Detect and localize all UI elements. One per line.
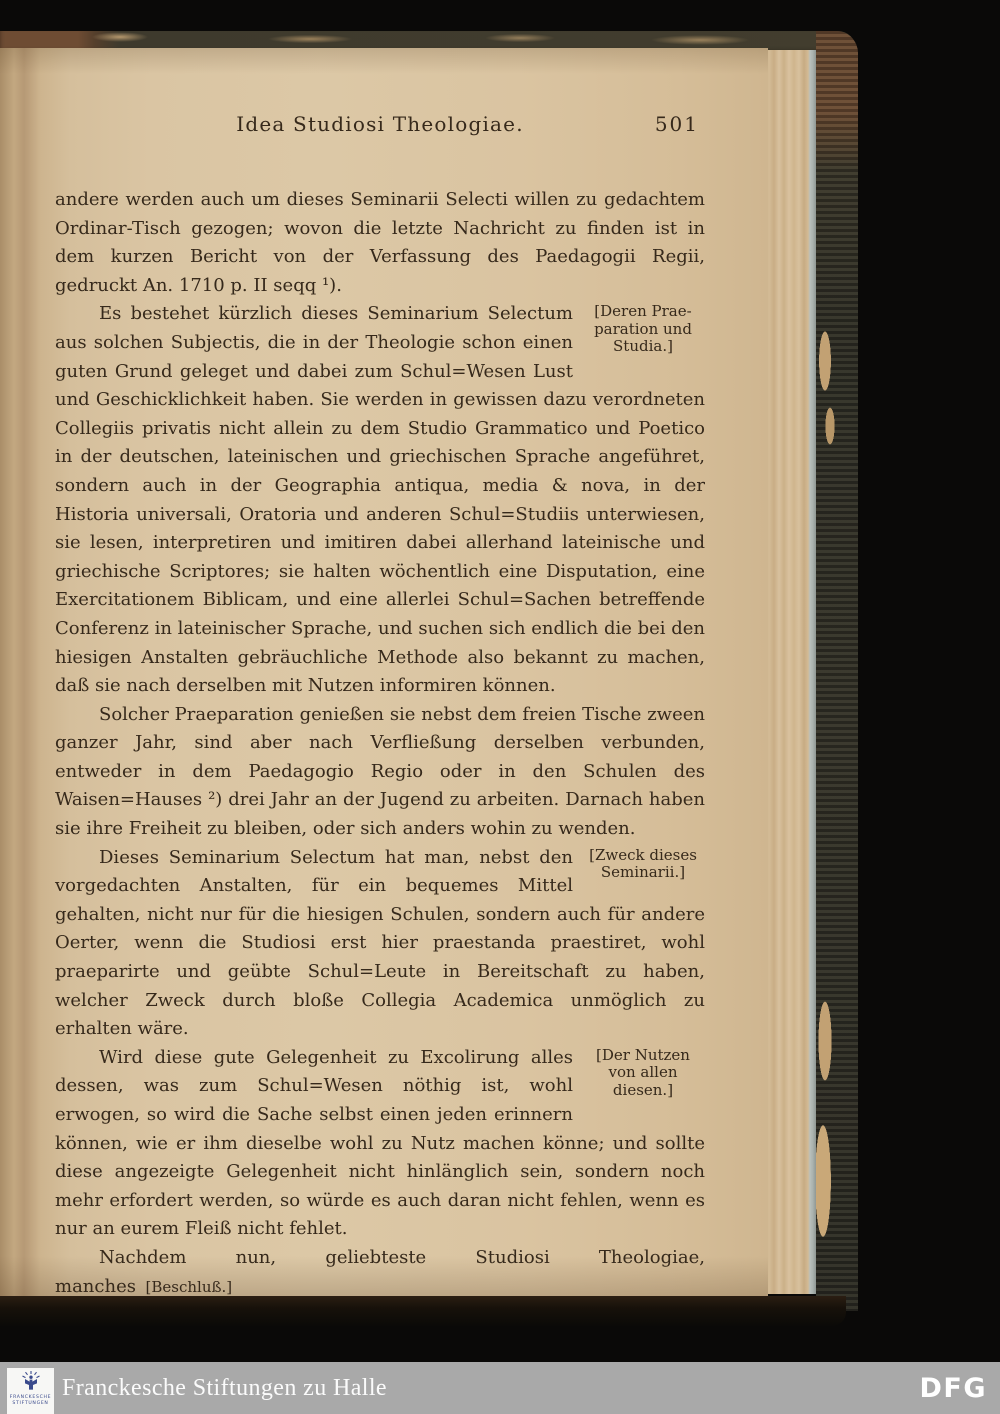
running-title: Idea Studiosi Theologiae. xyxy=(236,112,524,136)
book-bottom-edge xyxy=(0,1296,846,1326)
margin-note: [Zweck dieses Seminarii.] xyxy=(589,845,697,882)
book-cover-right-edge xyxy=(816,31,858,1311)
logo-text-line-2: STIFTUNGEN xyxy=(12,1400,49,1406)
page-header xyxy=(55,112,705,142)
franckesche-stiftungen-logo-icon xyxy=(19,1370,43,1395)
paragraph: Nachdem nun, geliebteste Studiosi Theologiae, manches [Beschluß.] xyxy=(55,1246,705,1296)
paragraph: Solcher Praeparation genießen sie nebst dem freien Tische zween ganzer Jahr, sind aber nach Verfließung derselben verbunden, entweder in dem Paedagogio Regio oder in den Schulen des Waisen=Hauses ²) drei Jahr an der Jugend zu arbeiten. Darnach haben sie ihre Freiheit zu bleiben, oder sich anders wohin zu wenden. xyxy=(55,703,705,840)
dfg-logo: DFG xyxy=(919,1373,987,1404)
paragraph: [Der Nutzen von allen diesen.] Wird diese gute Gelegenheit zu Excolirung alles dessen, was zum Schul=Wesen nöthig ist, wohl erwogen, so wird die Sache selbst einen jeden erinnern können, wie er ihm dieselbe wohl zu Nutz machen könne; und sollte diese angezeigte Gelegenheit nicht hinlänglich sein, sondern noch mehr erfordert werden, so würde es auch daran nicht fehlen, wenn es nur an eurem Fleiß nicht fehlet. xyxy=(55,1045,705,1240)
margin-note: [Deren Prae- paration und Studia.] xyxy=(594,302,692,356)
margin-note: [Der Nutzen von allen diesen.] xyxy=(596,1045,690,1099)
margin-note-inline: [Beschluß.] xyxy=(135,1277,233,1296)
book-page xyxy=(0,48,768,1296)
body-text xyxy=(55,186,705,1296)
institution-name: Franckesche Stiftungen zu Halle xyxy=(62,1375,387,1401)
paragraph: [Deren Prae- paration und Studia.] Es bestehet kürzlich dieses Seminarium Selectum aus solchen Subjectis, die in der Theologie schon einen guten Grund geleget und dabei zum Schul=Wesen Lust und Geschicklichkeit haben. Sie werden in gewissen dazu verordneten Collegiis privatis nicht allein zu dem Studio Grammatico und Poetico in der deutschen, lateinischen und griechischen Sprache angeführet, sondern auch in der Geographia antiqua, media & nova, in der Historia universali, Oratoria und anderen Schul=Studiis unterwiesen, sie lesen, interpretiren und imitiren dabei allerhand lateinische und griechische Scriptores; sie halten wöchentlich eine Disputation, eine Exercitationem Biblicam, und eine allerlei Schul=Sachen betreffende Conferenz in lateinischer Sprache, und suchen sich endlich die bei den hiesigen Anstalten gebräuchliche Methode also bekannt zu machen, daß sie nach derselben mit Nutzen informiren können. xyxy=(55,302,706,697)
footer-bar xyxy=(0,1362,1000,1414)
paragraph: [Zweck dieses Seminarii.] Dieses Seminarium Selectum hat man, nebst den vorgedachten Anstalten, für ein bequemes Mittel gehalten, nicht nur für die hiesigen Schulen, sondern auch für andere Oerter, wenn die Studiosi erst hier praestanda praestiret, wohl praeparirte und geübte Schul=Leute in Bereitschaft zu haben, welcher Zweck durch bloße Collegia Academica unmöglich zu erhalten wäre. xyxy=(55,845,705,1040)
logo-text-line-1: FRANCKESCHE xyxy=(9,1395,52,1400)
page-number: 501 xyxy=(654,112,699,136)
page-content xyxy=(55,112,705,1296)
paragraph: andere werden auch um dieses Seminarii Selecti willen zu gedachtem Ordinar-Tisch gezogen; wovon die letzte Nachricht zu finden ist in dem kurzen Bericht von der Verfassung des Paedagogii Regii, gedruckt An. 1710 p. II seqq ¹). xyxy=(55,189,705,296)
franckesche-stiftungen-logo xyxy=(7,1368,54,1414)
